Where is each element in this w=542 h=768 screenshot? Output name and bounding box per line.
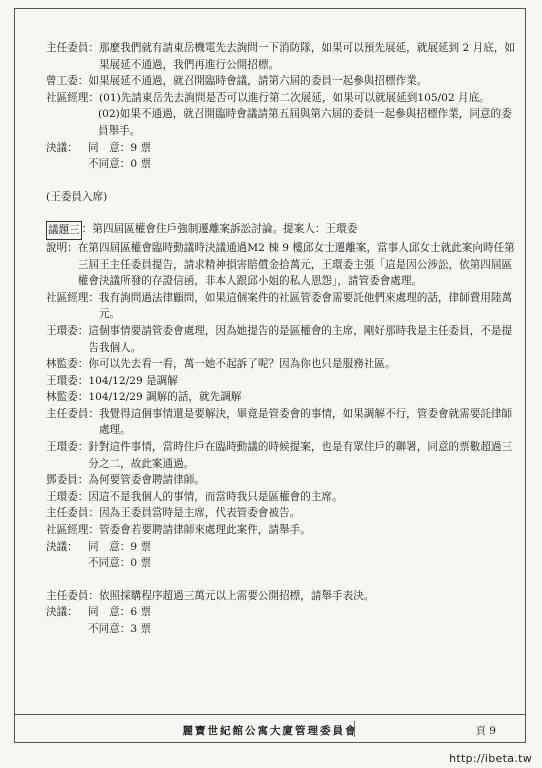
speaker-label: 鄧委員： <box>46 474 89 487</box>
disagree-count: 0 票 <box>130 158 152 171</box>
minutes-line <box>46 373 516 390</box>
vote-result <box>46 140 516 173</box>
agenda-heading <box>46 221 516 240</box>
agenda-title: ：第四屆區權會住戶強制遷離案訴訟討論。提案人：王環委 <box>81 223 358 236</box>
agree-count: 6 票 <box>130 606 152 619</box>
minutes-line <box>46 73 516 90</box>
minutes-line <box>46 406 516 439</box>
minutes-line <box>46 290 516 323</box>
speaker-label: 曾工委： <box>46 75 89 88</box>
statement-text: 104/12/29 是調解 <box>88 374 178 387</box>
vote-result <box>46 539 516 572</box>
page-footer <box>14 714 526 743</box>
resolution-label: 決議： <box>46 540 78 553</box>
statement-text: (01)先請東岳先去詢問是否可以進行第二次展延，如果可以就展延到105/02 月底。 <box>98 91 490 104</box>
minutes-line <box>46 505 516 522</box>
organization-name: 麗寶世紀館公寓大廈管理委員會 <box>182 725 358 737</box>
minutes-line <box>46 522 516 539</box>
statement-text: 針對這件事情，當時住戶在臨時動議的時候提案，也是有眾住戶的聯署，同意的票數超過三分之二，故此案通過。 <box>88 441 513 470</box>
minutes-body <box>46 40 516 638</box>
minutes-line <box>46 106 516 139</box>
statement-text: 為何要管委會聘請律師。 <box>88 474 205 487</box>
speaker-label: 林監委： <box>46 358 89 371</box>
agree-label: 同 意： <box>88 540 131 553</box>
disagree-label: 不同意： <box>88 623 131 635</box>
minutes-line <box>46 356 516 373</box>
minutes-line <box>46 389 516 406</box>
statement-text: 我有詢問過法律顧問，如果這個案件的社區管委會需要託他們來處理的話，律師費用陸萬元。 <box>98 291 513 321</box>
footer-divider <box>354 721 355 737</box>
statement-text: 104/12/29 調解的話，就先調解 <box>88 391 242 404</box>
minutes-line <box>46 323 516 356</box>
agree-count: 9 票 <box>130 540 152 553</box>
page-number: 頁 9 <box>475 725 496 737</box>
statement-text: 如果展延不通過，就召開臨時會議，請第六屆的委員一起參與招標作業。 <box>88 75 428 88</box>
disagree-label: 不同意： <box>88 158 131 171</box>
minutes-line <box>46 90 516 107</box>
speaker-label: 王環委： <box>46 374 89 387</box>
minutes-line <box>46 240 516 290</box>
statement-text: 你可以先去看一看，萬一她不起訴了呢？因為你也只是服務社區。 <box>88 358 396 371</box>
vote-result <box>46 604 516 637</box>
minutes-line <box>46 439 516 472</box>
speaker-label: 王環委： <box>46 490 89 503</box>
minutes-line <box>46 588 516 605</box>
statement-text: 那麼我們就有請東岳機電先去詢問一下消防隊，如果可以預先展延，就展延到 2 月底，如果展延不通過，我們再進行公開招標。 <box>98 42 516 71</box>
speaker-label: 說明： <box>46 241 78 254</box>
agenda-tag: 議題三 <box>46 221 82 240</box>
minutes-line <box>46 472 516 489</box>
speaker-label: 林監委： <box>46 391 89 404</box>
agree-label: 同 意： <box>88 141 131 154</box>
speaker-label: 社區經理： <box>46 524 99 537</box>
resolution-label: 決議： <box>46 141 78 154</box>
statement-text: 依照採購程序超過三萬元以上需要公開招標，請舉手表決。 <box>98 589 375 602</box>
agree-label: 同 意： <box>88 606 131 619</box>
speaker-label: 社區經理： <box>46 91 99 104</box>
speaker-label: 主任委員： <box>46 42 99 54</box>
statement-text: 我覺得這個事情還是要解決，畢竟是管委會的事情，如果調解不行，管委會就需要託律師處理。 <box>98 407 513 437</box>
speaker-label: 社區經理： <box>46 291 99 304</box>
speaker-label: 王環委： <box>46 441 89 454</box>
disagree-count: 3 票 <box>130 623 152 635</box>
resolution-label: 決議： <box>46 606 78 619</box>
watermark-url: http://ibeta.tw <box>449 752 532 765</box>
speaker-label: 主任委員： <box>46 507 99 520</box>
entry-note: (王委員入席) <box>46 190 108 203</box>
disagree-count: 0 票 <box>130 557 152 570</box>
agree-count: 9 票 <box>130 141 152 154</box>
statement-text: (02)如果不通過，就召開臨時會議請第五屆與第六屆的委員一起參與招標作業，同意的委員舉手。 <box>98 108 512 137</box>
statement-text: 管委會若要聘請律師來處理此案件，請舉手。 <box>98 524 311 537</box>
minutes-line <box>46 489 516 506</box>
statement-text: 因這不是我個人的事情，而當時我只是區權會的主席。 <box>88 490 343 503</box>
statement-text: 這個事情要請管委會處理，因為她提告的是區權會的主席，剛好那時我是主任委員，不是提告我個人。 <box>88 324 513 354</box>
minutes-line <box>46 40 516 73</box>
statement-text: 在第四屆區權會臨時動議時決議通過M2 棟 9 樓邱女士遷離案，當事人邱女士就此案向時任第三屆王主任委員提告，請求精神損害賠償金拾萬元，王環委主張「這是因公涉訟，依第四屆區權會決議所發的存證信函，非本人跟邱小姐的私人恩怨」，請管委會處理。 <box>77 241 515 288</box>
disagree-label: 不同意： <box>88 557 131 570</box>
statement-text: 因為王委員當時是主席，代表管委會被告。 <box>98 507 301 520</box>
speaker-indent <box>46 106 98 139</box>
speaker-label: 王環委： <box>46 324 89 337</box>
speaker-label: 主任委員： <box>46 407 99 420</box>
speaker-label: 主任委員： <box>46 589 99 602</box>
